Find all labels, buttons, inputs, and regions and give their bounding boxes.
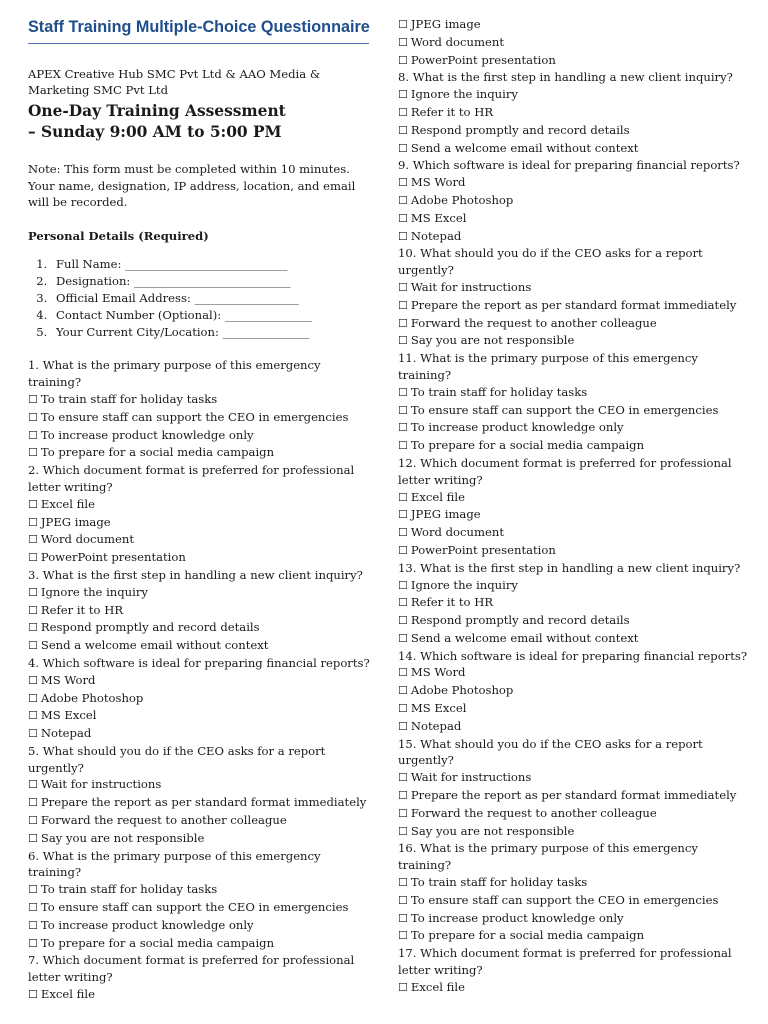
answer-option[interactable]	[398, 192, 748, 210]
answer-option[interactable]	[28, 444, 373, 462]
answer-option-label: Adobe Photoshop	[410, 683, 514, 698]
checkbox-icon[interactable]: ☐	[28, 639, 38, 653]
answer-option-label: Say you are not responsible	[410, 823, 575, 838]
answer-option-label: Send a welcome email without context	[40, 638, 269, 653]
question-text: 16. What is the primary purpose of this emergency training?	[398, 841, 698, 873]
question-text: 7. Which document format is preferred for professional letter writing?	[28, 953, 355, 985]
answer-option[interactable]	[398, 402, 748, 420]
answer-option-label: Notepad	[40, 726, 92, 741]
answer-option-label: JPEG image	[40, 514, 111, 529]
checkbox-icon[interactable]: ☐	[398, 88, 408, 102]
checkbox-icon[interactable]: ☐	[28, 901, 38, 915]
question-text: 17. Which document format is preferred for professional letter writing?	[398, 946, 732, 978]
answer-option[interactable]	[28, 707, 373, 725]
question-text: 9. Which software is ideal for preparing financial reports?	[398, 158, 740, 173]
answer-option[interactable]	[398, 892, 748, 910]
checkbox-icon[interactable]: ☐	[398, 316, 408, 330]
checkbox-icon[interactable]: ☐	[398, 18, 408, 31]
answer-option-label: MS Excel	[410, 701, 467, 716]
answer-option[interactable]	[398, 297, 748, 315]
checkbox-icon[interactable]: ☐	[28, 831, 38, 845]
answer-option-label: MS Excel	[40, 708, 97, 723]
answer-option[interactable]	[398, 542, 748, 560]
answer-option-label: Forward the request to another colleague	[410, 805, 657, 820]
checkbox-icon[interactable]: ☐	[398, 211, 408, 225]
assessment-title	[28, 101, 373, 143]
checkbox-icon[interactable]: ☐	[398, 684, 408, 698]
answer-option[interactable]	[28, 602, 373, 620]
answer-option-label: To prepare for a social media campaign	[410, 928, 645, 943]
checkbox-icon[interactable]: ☐	[398, 105, 408, 119]
page-title: Staff Training Multiple-Choice Questionnaire	[28, 18, 369, 44]
checkbox-icon[interactable]: ☐	[28, 918, 38, 932]
checkbox-icon[interactable]: ☐	[398, 980, 408, 994]
checkbox-icon[interactable]: ☐	[398, 403, 408, 417]
assessment-title-line1: One-Day Training Assessment	[28, 102, 286, 120]
answer-option[interactable]	[398, 34, 748, 52]
email-field[interactable]: 3. Official Email Address: __________________	[51, 290, 373, 307]
answer-option-label: Word document	[410, 525, 504, 540]
question-text: 1. What is the primary purpose of this emergency training?	[28, 358, 321, 390]
checkbox-icon[interactable]: ☐	[28, 691, 38, 705]
answer-option[interactable]	[398, 506, 748, 524]
checkbox-icon[interactable]: ☐	[398, 123, 408, 137]
checkbox-icon[interactable]: ☐	[28, 497, 38, 511]
answer-option-label: Excel file	[410, 489, 465, 504]
answer-option-label: To ensure staff can support the CEO in emergencies	[410, 402, 719, 417]
answer-option[interactable]	[28, 584, 373, 602]
checkbox-icon[interactable]: ☐	[398, 334, 408, 348]
checkbox-icon[interactable]: ☐	[398, 929, 408, 943]
answer-option[interactable]	[398, 524, 748, 542]
answer-option-label: Adobe Photoshop	[40, 690, 144, 705]
question-text: 11. What is the primary purpose of this emergency training?	[398, 351, 698, 382]
assessment-title-line2: – Sunday 9:00 AM to 5:00 PM	[28, 123, 282, 141]
answer-option-label: Ignore the inquiry	[40, 584, 148, 599]
question-text: 5. What should you do if the CEO asks for a report urgently?	[28, 743, 326, 775]
checkbox-icon[interactable]: ☐	[398, 719, 408, 733]
answer-option-label: To train staff for holiday tasks	[410, 875, 588, 890]
answer-option[interactable]	[398, 122, 748, 140]
answer-option[interactable]	[398, 279, 748, 297]
answer-option[interactable]	[398, 577, 748, 595]
answer-option[interactable]	[398, 174, 748, 192]
question-text: 13. What is the first step in handling a new client inquiry?	[398, 560, 741, 575]
checkbox-icon[interactable]: ☐	[28, 428, 38, 442]
answer-option-label: PowerPoint presentation	[410, 542, 556, 557]
checkbox-icon[interactable]: ☐	[398, 141, 408, 155]
answer-option-label: To ensure staff can support the CEO in emergencies	[410, 892, 719, 907]
answer-option[interactable]	[28, 391, 373, 409]
continued-options	[398, 16, 748, 69]
checkbox-icon[interactable]: ☐	[28, 603, 38, 617]
answer-option-label: JPEG image	[410, 17, 481, 31]
answer-option-label: Say you are not responsible	[40, 830, 205, 845]
question-text: 2. Which document format is preferred for professional letter writing?	[28, 463, 355, 494]
checkbox-icon[interactable]: ☐	[28, 814, 38, 828]
checkbox-icon[interactable]: ☐	[28, 533, 38, 547]
answer-option-label: Prepare the report as per standard format immediately	[410, 297, 737, 312]
answer-option-label: Excel file	[410, 979, 465, 994]
question-text: 4. Which software is ideal for preparing financial reports?	[28, 655, 370, 670]
checkbox-icon[interactable]: ☐	[398, 543, 408, 557]
designation-field[interactable]: 2. Designation: ___________________________	[51, 273, 373, 290]
answer-option[interactable]	[28, 986, 373, 1004]
checkbox-icon[interactable]: ☐	[28, 796, 38, 810]
answer-option[interactable]	[28, 409, 373, 427]
answer-option[interactable]	[28, 619, 373, 637]
answer-option[interactable]	[398, 104, 748, 122]
checkbox-icon[interactable]: ☐	[398, 176, 408, 190]
answer-option-label: MS Word	[410, 665, 466, 680]
answer-option-label: Refer it to HR	[40, 602, 124, 617]
answer-option[interactable]	[28, 637, 373, 655]
checkbox-icon[interactable]: ☐	[398, 508, 408, 522]
answer-option[interactable]	[398, 700, 748, 718]
answer-option-label: Refer it to HR	[410, 104, 494, 119]
answer-option[interactable]	[398, 489, 748, 507]
checkbox-icon[interactable]: ☐	[28, 709, 38, 723]
answer-option-label: To prepare for a social media campaign	[410, 438, 645, 453]
left-column	[28, 0, 373, 1004]
checkbox-icon[interactable]: ☐	[398, 702, 408, 716]
checkbox-icon[interactable]: ☐	[398, 193, 408, 207]
checkbox-icon[interactable]: ☐	[28, 392, 38, 406]
checkbox-icon[interactable]: ☐	[398, 911, 408, 925]
contact-number-field[interactable]: 4. Contact Number (Optional): _______________	[51, 307, 373, 324]
answer-option[interactable]	[398, 384, 748, 402]
answer-option[interactable]	[28, 881, 373, 899]
answer-option-label: Excel file	[40, 496, 95, 511]
answer-option-label: Respond promptly and record details	[410, 613, 630, 628]
answer-option-label: MS Excel	[410, 210, 467, 225]
checkbox-icon[interactable]: ☐	[398, 439, 408, 453]
checkbox-icon[interactable]: ☐	[398, 893, 408, 907]
answer-option[interactable]	[28, 776, 373, 794]
answer-option[interactable]	[398, 874, 748, 892]
answer-option[interactable]	[28, 725, 373, 743]
answer-option[interactable]	[398, 910, 748, 928]
answer-option[interactable]	[28, 794, 373, 812]
checkbox-icon[interactable]: ☐	[398, 298, 408, 312]
answer-option-label: JPEG image	[410, 507, 481, 522]
question-text: 14. Which software is ideal for preparing financial reports?	[398, 648, 748, 663]
question-text: 10. What should you do if the CEO asks for a report urgently?	[398, 246, 703, 278]
answer-option-label: Ignore the inquiry	[410, 577, 518, 592]
answer-option[interactable]	[398, 927, 748, 945]
answer-option[interactable]	[398, 16, 748, 34]
answer-option-label: To train staff for holiday tasks	[40, 391, 218, 406]
answer-option[interactable]	[398, 630, 748, 648]
checkbox-icon[interactable]: ☐	[28, 410, 38, 424]
answer-option-label: Notepad	[410, 718, 462, 733]
checkbox-icon[interactable]: ☐	[28, 936, 38, 950]
answer-option[interactable]	[28, 427, 373, 445]
checkbox-icon[interactable]: ☐	[28, 988, 38, 1002]
checkbox-icon[interactable]: ☐	[398, 806, 408, 820]
answer-option-label: To prepare for a social media campaign	[40, 445, 275, 460]
answer-option-label: Wait for instructions	[410, 770, 532, 785]
checkbox-icon[interactable]: ☐	[28, 621, 38, 635]
answer-option[interactable]	[28, 899, 373, 917]
answer-option-label: Word document	[40, 532, 134, 547]
right-question-list	[398, 69, 748, 996]
answer-option-label: Wait for instructions	[40, 777, 162, 792]
answer-option-label: Respond promptly and record details	[40, 620, 260, 635]
answer-option[interactable]	[28, 672, 373, 690]
answer-option[interactable]	[398, 332, 748, 350]
question-text: 12. Which document format is preferred for professional letter writing?	[398, 455, 732, 487]
completion-note: Note: This form must be completed within 10 minutes. Your name, designation, IP address, location, and email will be recorded.	[28, 162, 356, 210]
answer-option-label: PowerPoint presentation	[40, 550, 186, 565]
answer-option-label: MS Word	[40, 672, 96, 687]
checkbox-icon[interactable]: ☐	[398, 421, 408, 435]
answer-option-label: To train staff for holiday tasks	[410, 384, 588, 399]
left-question-list	[28, 357, 373, 1003]
checkbox-icon[interactable]: ☐	[398, 280, 408, 294]
answer-option-label: Say you are not responsible	[410, 333, 575, 348]
checkbox-icon[interactable]: ☐	[398, 578, 408, 592]
checkbox-icon[interactable]: ☐	[398, 789, 408, 803]
answer-option-label: Refer it to HR	[410, 595, 494, 610]
answer-option-label: Ignore the inquiry	[410, 87, 518, 102]
checkbox-icon[interactable]: ☐	[398, 666, 408, 680]
answer-option[interactable]	[398, 612, 748, 630]
answer-option-label: Prepare the report as per standard format immediately	[410, 788, 737, 803]
checkbox-icon[interactable]: ☐	[398, 229, 408, 243]
answer-option-label: Send a welcome email without context	[410, 140, 639, 155]
personal-details-list	[28, 256, 373, 340]
answer-option[interactable]	[398, 52, 748, 70]
answer-option-label: To ensure staff can support the CEO in emergencies	[40, 409, 349, 424]
answer-option[interactable]	[28, 935, 373, 953]
answer-option[interactable]	[28, 812, 373, 830]
answer-option-label: To increase product knowledge only	[40, 917, 254, 932]
answer-option-label: MS Word	[410, 175, 466, 190]
answer-option[interactable]	[398, 594, 748, 612]
answer-option[interactable]	[398, 823, 748, 841]
checkbox-icon[interactable]: ☐	[398, 771, 408, 785]
answer-option-label: To train staff for holiday tasks	[40, 882, 218, 897]
answer-option-label: To increase product knowledge only	[410, 910, 624, 925]
answer-option[interactable]	[398, 718, 748, 736]
answer-option[interactable]	[398, 210, 748, 228]
full-name-field[interactable]: 1. Full Name: ____________________________	[51, 256, 373, 273]
answer-option-label: Prepare the report as per standard format immediately	[40, 795, 367, 810]
answer-option-label: Excel file	[40, 987, 95, 1002]
checkbox-icon[interactable]: ☐	[398, 35, 408, 49]
checkbox-icon[interactable]: ☐	[28, 585, 38, 599]
answer-option[interactable]	[398, 419, 748, 437]
answer-option[interactable]	[398, 664, 748, 682]
checkbox-icon[interactable]: ☐	[398, 824, 408, 838]
answer-option-label: Wait for instructions	[410, 279, 532, 294]
answer-option[interactable]	[398, 787, 748, 805]
question-text: 6. What is the primary purpose of this emergency training?	[28, 848, 321, 880]
checkbox-icon[interactable]: ☐	[398, 614, 408, 628]
answer-option-label: Notepad	[410, 228, 462, 243]
answer-option-label: Forward the request to another colleague	[40, 813, 287, 828]
checkbox-icon[interactable]: ☐	[398, 490, 408, 504]
question-text: 8. What is the first step in handling a new client inquiry?	[398, 70, 733, 85]
answer-option[interactable]	[398, 228, 748, 246]
checkbox-icon[interactable]: ☐	[28, 727, 38, 741]
checkbox-icon[interactable]: ☐	[28, 883, 38, 897]
answer-option[interactable]	[398, 979, 748, 997]
checkbox-icon[interactable]: ☐	[398, 631, 408, 645]
company-name: APEX Creative Hub SMC Pvt Ltd & AAO Media & Marketing SMC Pvt Ltd	[28, 67, 321, 97]
question-text: 15. What should you do if the CEO asks for a report urgently?	[398, 736, 703, 768]
checkbox-icon[interactable]: ☐	[398, 596, 408, 610]
answer-option-label: To ensure staff can support the CEO in emergencies	[40, 900, 349, 915]
answer-option-label: PowerPoint presentation	[410, 52, 556, 67]
answer-option[interactable]	[28, 917, 373, 935]
checkbox-icon[interactable]: ☐	[398, 526, 408, 540]
checkbox-icon[interactable]: ☐	[28, 446, 38, 460]
answer-option[interactable]	[28, 690, 373, 708]
answer-option[interactable]	[28, 830, 373, 848]
answer-option[interactable]	[28, 549, 373, 567]
checkbox-icon[interactable]: ☐	[28, 515, 38, 529]
answer-option[interactable]	[398, 140, 748, 158]
city-location-field[interactable]: 5. Your Current City/Location: _______________	[51, 324, 373, 341]
answer-option-label: Adobe Photoshop	[410, 192, 514, 207]
checkbox-icon[interactable]: ☐	[398, 385, 408, 399]
answer-option[interactable]	[398, 682, 748, 700]
answer-option-label: To increase product knowledge only	[40, 427, 254, 442]
answer-option[interactable]	[28, 496, 373, 514]
checkbox-icon[interactable]: ☐	[398, 53, 408, 67]
answer-option[interactable]	[28, 531, 373, 549]
answer-option-label: Forward the request to another colleague	[410, 315, 657, 330]
answer-option-label: Send a welcome email without context	[410, 630, 639, 645]
checkbox-icon[interactable]: ☐	[28, 778, 38, 792]
answer-option-label: To increase product knowledge only	[410, 420, 624, 435]
personal-details-heading: Personal Details (Required)	[28, 228, 209, 243]
answer-option[interactable]	[398, 86, 748, 104]
checkbox-icon[interactable]: ☐	[28, 673, 38, 687]
right-column	[398, 16, 748, 997]
answer-option[interactable]	[398, 437, 748, 455]
answer-option-label: To prepare for a social media campaign	[40, 935, 275, 950]
answer-option[interactable]	[398, 805, 748, 823]
answer-option[interactable]	[398, 315, 748, 333]
answer-option[interactable]	[398, 769, 748, 787]
checkbox-icon[interactable]: ☐	[28, 551, 38, 565]
checkbox-icon[interactable]: ☐	[398, 876, 408, 890]
answer-option[interactable]	[28, 514, 373, 532]
answer-option-label: Respond promptly and record details	[410, 122, 630, 137]
answer-option-label: Word document	[410, 34, 504, 49]
question-text: 3. What is the first step in handling a new client inquiry?	[28, 567, 363, 582]
